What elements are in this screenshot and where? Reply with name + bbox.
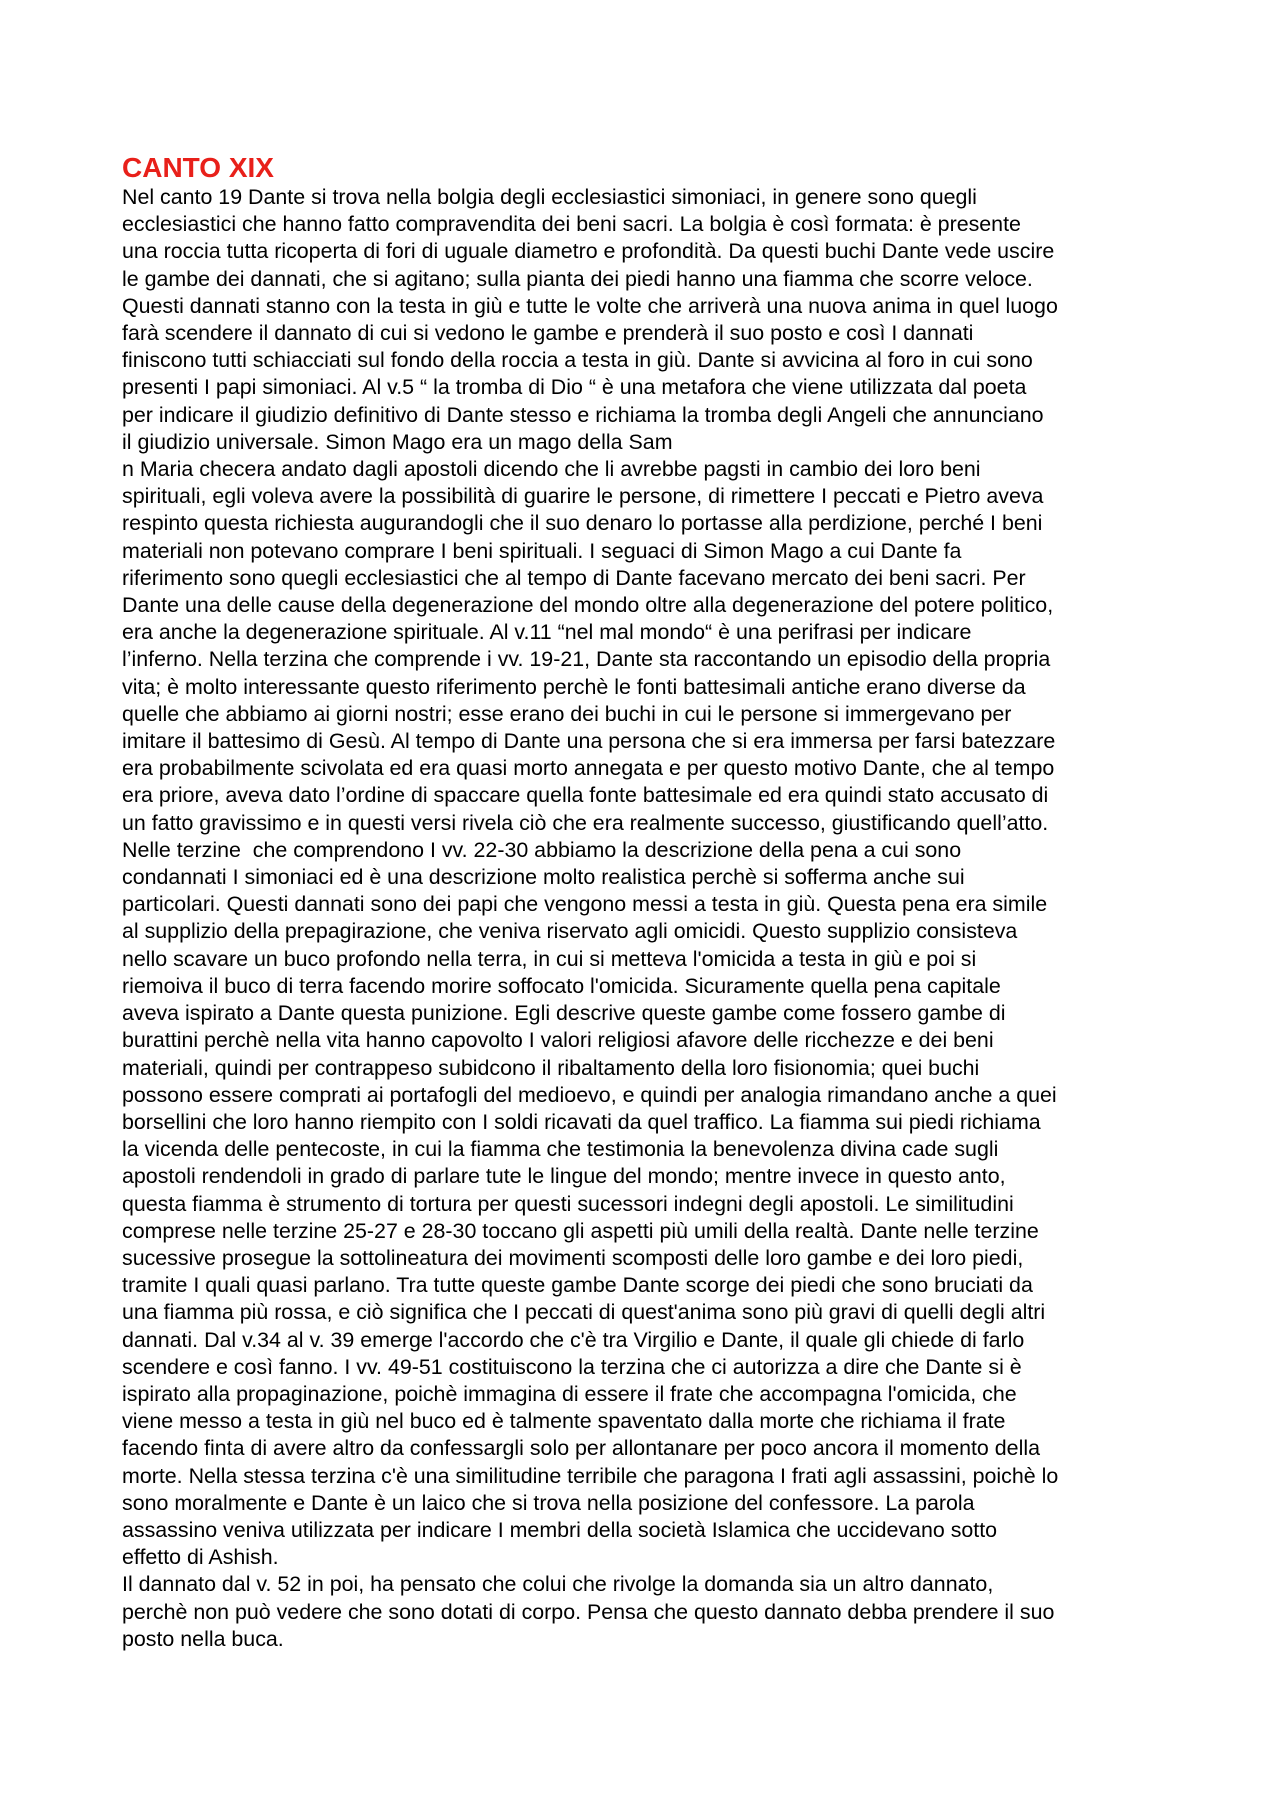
body-line: Nel canto 19 Dante si trova nella bolgia degli ecclesiastici simoniaci, in genere sono quegli [122, 185, 977, 209]
body-line: materiali non potevano comprare I beni spirituali. I seguaci di Simon Mago a cui Dante fa [122, 538, 962, 563]
body-line: materiali, quindi per contrappeso subidcono il ribaltamento della loro fisionomia; quei buchi [122, 1055, 980, 1080]
body-line: era anche la degenerazione spirituale. Al v.11 “nel mal mondo“ è una perifrasi per indicare [122, 620, 972, 645]
body-line: tramite I quali quasi parlano. Tra tutte queste gambe Dante scorge dei piedi che sono bruciati da [122, 1273, 1033, 1298]
body-line: Questi dannati stanno con la testa in giù e tutte le volte che arriverà una nuova anima in quel luogo [122, 293, 1058, 318]
body-line: presenti I papi simoniaci. Al v.5 “ la tromba di Dio “ è una metafora che viene utilizzata dal poeta [122, 375, 1027, 400]
body-line: condannati I simoniaci ed è una descrizione molto realistica perchè si sofferma anche sui [122, 865, 965, 890]
document-body [122, 184, 1172, 1653]
body-line: questa fiamma è strumento di tortura per questi sucessori indegni degli apostoli. Le similitudini [122, 1191, 1014, 1216]
body-line: effetto di Ashish. [122, 1545, 279, 1570]
body-line: posto nella buca. [122, 1626, 284, 1651]
body-line: particolari. Questi dannati sono dei papi che vengono messi a testa in giù. Questa pena era simile [122, 892, 1048, 917]
body-line: spirituali, egli voleva avere la possibilità di guarire le persone, di rimettere I peccati e Pietro aveva [122, 484, 1044, 509]
body-line: assassino veniva utilizzata per indicare I membri della società Islamica che uccidevano sotto [122, 1517, 998, 1542]
body-line: l’inferno. Nella terzina che comprende i vv. 19-21, Dante sta raccontando un episodio della propria [122, 647, 1051, 672]
body-line: era priore, aveva dato l’ordine di spaccare quella fonte battesimale ed era quindi stato accusato di [122, 783, 1049, 808]
body-line: al supplizio della prepagirazione, che veniva riservato agli omicidi. Questo supplizio consisteva [122, 919, 1018, 944]
body-line: sucessive prosegue la sottolineatura dei movimenti scomposti delle loro gambe e dei loro piedi, [122, 1245, 1024, 1270]
body-line: Dante una delle cause della degenerazione del mondo oltre alla degenerazione del potere politico, [122, 593, 1054, 618]
body-line: scendere e così fanno. I vv. 49-51 costituiscono la terzina che ci autorizza a dire che Dante si è [122, 1354, 1022, 1379]
body-line: possono essere comprati ai portafogli del medioevo, e quindi per analogia rimandano anche a quei [122, 1082, 1057, 1107]
body-line: viene messo a testa in giù nel buco ed è talmente spaventato dalla morte che richiama il frate [122, 1409, 1006, 1434]
body-line: perchè non può vedere che sono dotati di corpo. Pensa che questo dannato debba prendere il suo [122, 1599, 1055, 1624]
body-line: sono moralmente e Dante è un laico che si trova nella posizione del confessore. La parola [122, 1490, 975, 1515]
body-line: dannati. Dal v.34 al v. 39 emerge l'accordo che c'è tra Virgilio e Dante, il quale gli chiede di farlo [122, 1327, 1025, 1352]
body-line: una roccia tutta ricoperta di fori di uguale diametro e profondità. Da questi buchi Dante vede uscire [122, 239, 1055, 264]
body-line: Il dannato dal v. 52 in poi, ha pensato che colui che rivolge la domanda sia un altro dannato, [122, 1572, 994, 1597]
body-line: il giudizio universale. Simon Mago era un mago della Sam [122, 429, 673, 454]
body-line: una fiamma più rossa, e ciò significa che I peccati di quest'anima sono più gravi di quelli degli altri [122, 1300, 1046, 1325]
body-line: quelle che abbiamo ai giorni nostri; esse erano dei buchi in cui le persone si immergevano per [122, 701, 1012, 726]
body-line: le gambe dei dannati, che si agitano; sulla pianta dei piedi hanno una fiamma che scorre veloce. [122, 266, 1033, 291]
body-line: nello scavare un buco profondo nella terra, in cui si metteva l'omicida a testa in giù e poi si [122, 946, 977, 971]
body-line: Nelle terzine che comprendono I vv. 22-30 abbiamo la descrizione della pena a cui sono [122, 837, 962, 862]
body-line: comprese nelle terzine 25-27 e 28-30 toccano gli aspetti più umili della realtà. Dante nelle terzine [122, 1218, 1039, 1243]
body-line: ecclesiastici che hanno fatto compravendita dei beni sacri. La bolgia è così formata: è presente [122, 212, 1021, 237]
body-line: burattini perchè nella vita hanno capovolto I valori religiosi afavore delle ricchezze e dei beni [122, 1028, 994, 1053]
body-line: la vicenda delle pentecoste, in cui la fiamma che testimonia la benevolenza divina cade sugli [122, 1137, 999, 1162]
body-line: n Maria checera andato dagli apostoli dicendo che li avrebbe pagsti in cambio dei loro beni [122, 457, 981, 482]
body-line: morte. Nella stessa terzina c'è una similitudine terribile che paragona I frati agli assassini, poichè lo [122, 1463, 1059, 1488]
body-line: riemoiva il buco di terra facendo morire soffocato l'omicida. Sicuramente quella pena capitale [122, 973, 1001, 998]
body-line: facendo finta di avere altro da confessargli solo per allontanare per poco ancora il momento della [122, 1436, 1040, 1461]
body-line: era probabilmente scivolata ed era quasi morto annegata e per questo motivo Dante, che al tempo [122, 756, 1055, 781]
body-line: respinto questa richiesta augurandogli che il suo denaro lo portasse alla perdizione, perché I beni [122, 511, 1043, 536]
body-line: finiscono tutti schiacciati sul fondo della roccia a testa in giù. Dante si avvicina al foro in cui sono [122, 348, 1033, 373]
body-line: apostoli rendendoli in grado di parlare tute le lingue del mondo; mentre invece in questo anto, [122, 1164, 1006, 1189]
body-line: per indicare il giudizio definitivo di Dante stesso e richiama la tromba degli Angeli che annunciano [122, 402, 1044, 427]
body-line: imitare il battesimo di Gesù. Al tempo di Dante una persona che si era immersa per farsi batezzare [122, 729, 1056, 754]
document-title: CANTO XIX [122, 152, 274, 183]
body-line: aveva ispirato a Dante questa punizione. Egli descrive queste gambe come fossero gambe di [122, 1001, 1006, 1026]
body-line: farà scendere il dannato di cui si vedono le gambe e prenderà il suo posto e così I dannati [122, 321, 974, 346]
body-line: borsellini che loro hanno riempito con I soldi ricavati da quel traffico. La fiamma sui piedi richiama [122, 1109, 1041, 1134]
body-line: un fatto gravissimo e in questi versi rivela ciò che era realmente successo, giustificando quell’atto. [122, 810, 1049, 835]
body-line: riferimento sono quegli ecclesiastici che al tempo di Dante facevano mercato dei beni sacri. Per [122, 565, 1026, 590]
document-page [122, 152, 1172, 1653]
body-line: vita; è molto interessante questo riferimento perchè le fonti battesimali antiche erano diverse da [122, 674, 1026, 699]
body-line: ispirato alla propaginazione, poichè immagina di essere il frate che accompagna l'omicida, che [122, 1381, 1017, 1406]
